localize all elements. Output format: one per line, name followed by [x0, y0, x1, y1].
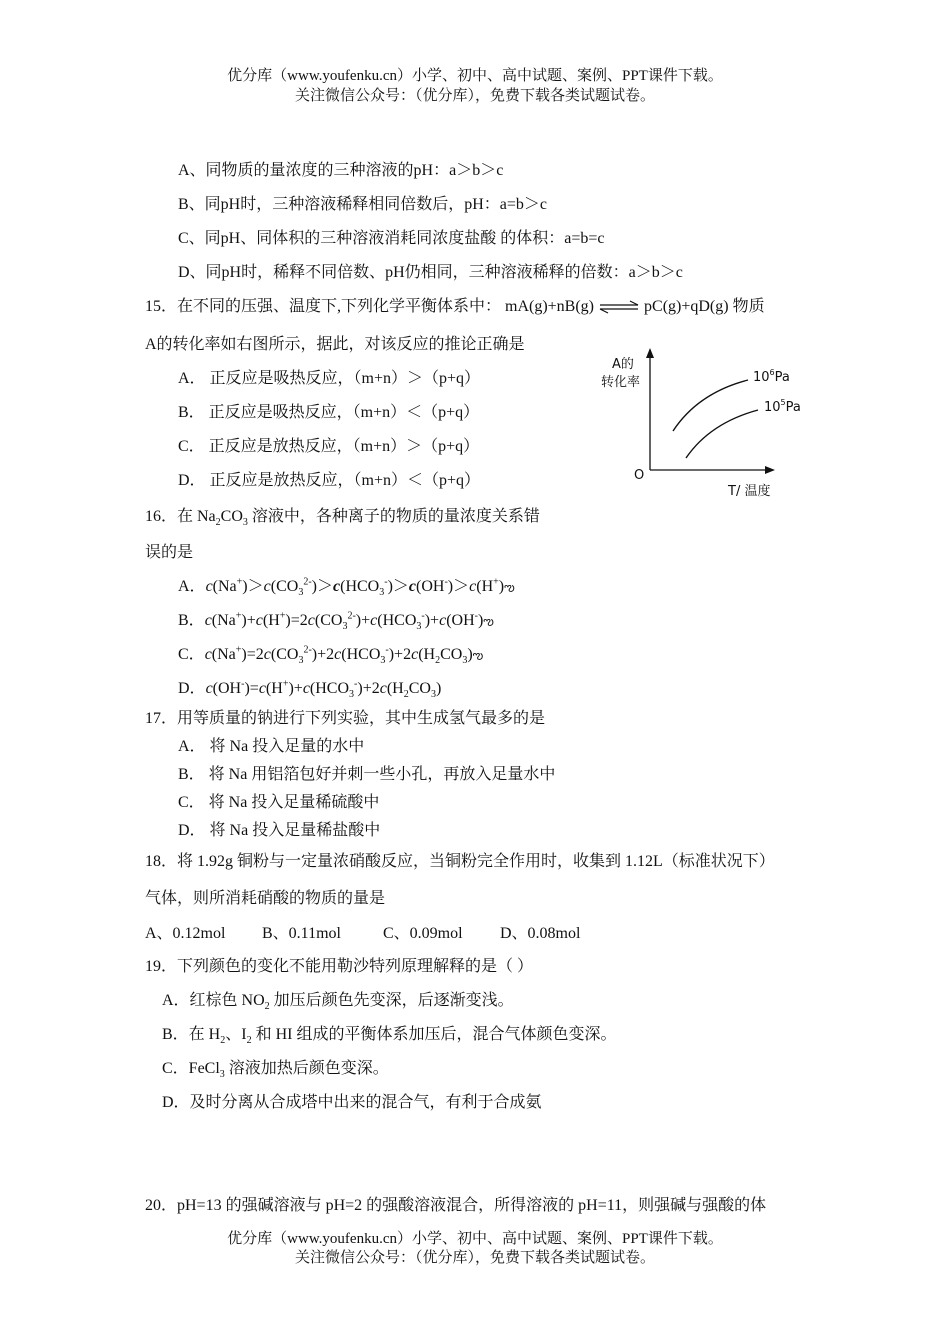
q19-option-d: D．及时分离从合成塔中出来的混合气，有利于合成氨 [162, 1094, 542, 1111]
q17-option-a: A． 将 Na 投入足量的水中 [178, 738, 365, 755]
equilibrium-arrow-icon [598, 300, 640, 314]
q18-option-b: B、0.11mol [262, 925, 341, 942]
q19-option-b: B．在 $H_2$、$I_2$ 和 HI 组成的平衡体系加压后，混合气体颜色变深。 [162, 1026, 617, 1047]
q16-option-b: B．$c(Na^+)+c(H^+)=2c(CO_3^{2-})+c(HCO_3^-)+c(OH^-)ఌ$ [178, 610, 494, 633]
graph-curve-2-label: $10^5Pa$ [764, 398, 801, 415]
graph-y-label-1: A的 [612, 357, 634, 372]
q15-option-a: A． 正反应是吸热反应，（m+n）＞（p+q） [178, 370, 481, 387]
q20-stem-line-1: 20．pH=13 的强碱溶液与 pH=2 的强酸溶液混合，所得溶液的 pH=11，则强碱与强酸的体 [145, 1197, 767, 1214]
q16-option-d: D．$c(OH^-)=c(H^+)+c(HCO_3^-)+2c(H_2CO_3)$ [178, 678, 442, 701]
q14-option-d: D、同pH时，稀释不同倍数、pH仍相同，三种溶液稀释的倍数：a＞b＞c [178, 264, 683, 281]
header-line-2: 关注微信公众号：（优分库），免费下载各类试题试卷。 [294, 88, 655, 104]
header-line-1: 优分库（www.youfenku.cn）小学、初中、高中试题、案例、PPT课件下载。 [227, 68, 723, 84]
conversion-graph [598, 345, 801, 500]
footer-line-1: 优分库（www.youfenku.cn）小学、初中、高中试题、案例、PPT课件下载。 [227, 1231, 723, 1247]
q15-stem-post: pC(g)+qD(g) 物质 [644, 298, 765, 315]
y-axis-arrow-icon [646, 348, 654, 358]
q18-option-c: C、0.09mol [383, 925, 463, 942]
q16-stem-line-2: 误的是 [145, 544, 194, 561]
q16-option-c: C．$c(Na^+)=2c(CO_3^{2-})+2c(HCO_3^-)+2c(H_2CO_3)ఌ$ [178, 644, 484, 667]
curve-1e6-pa [673, 380, 748, 431]
q18-stem-line-2: 气体，则所消耗硝酸的物质的量是 [145, 890, 386, 907]
q14-option-b: B、同pH时，三种溶液稀释相同倍数后，pH：a=b＞c [178, 196, 548, 213]
q16-option-a: A．$c(Na^+)>c(CO_3^{2-})>c(HCO_3^-)>c(OH^-)>c(H^+)ఌ$ [178, 576, 515, 599]
q17-option-c: C． 将 Na 投入足量稀硫酸中 [178, 794, 380, 811]
graph-origin: O [634, 468, 645, 483]
q15-stem-line-2: A的转化率如右图所示，据此，对该反应的推论正确是 [145, 336, 525, 353]
q16-stem-line-1: 16．在 $Na_2CO_3$ 溶液中，各种离子的物质的量浓度关系错 [145, 508, 540, 529]
graph-y-label-2: 转化率 [601, 375, 641, 390]
q17-option-b: B． 将 Na 用铝箔包好并刺一些小孔，再放入足量水中 [178, 766, 556, 783]
q15-option-b: B． 正反应是吸热反应，（m+n）＜（p+q） [178, 404, 480, 421]
q17-stem: 17．用等质量的钠进行下列实验，其中生成氢气最多的是 [145, 710, 546, 727]
q19-option-c: C．FeCl$_3$ 溶液加热后颜色变深。 [162, 1060, 389, 1081]
q14-option-a: A、同物质的量浓度的三种溶液的pH：a＞b＞c [178, 162, 504, 179]
q17-option-d: D． 将 Na 投入足量稀盐酸中 [178, 822, 381, 839]
q19-option-a: A．红棕色 $NO_2$ 加压后颜色先变深，后逐渐变浅。 [162, 992, 514, 1013]
q14-option-c: C、同pH、同体积的三种溶液消耗同浓度盐酸 的体积：a=b=c [178, 230, 605, 247]
q18-option-a: A、0.12mol [145, 925, 226, 942]
q19-stem: 19．下列颜色的变化不能用勒沙特列原理解释的是（ ） [145, 958, 534, 975]
q15-stem-line-1 [145, 297, 765, 317]
q18-option-d: D、0.08mol [500, 925, 581, 942]
q15-option-c: C． 正反应是放热反应，（m+n）＞（p+q） [178, 438, 480, 455]
footer-line-2: 关注微信公众号：（优分库），免费下载各类试题试卷。 [294, 1250, 655, 1266]
q15-stem-pre: 15．在不同的压强、温度下,下列化学平衡体系中： mA(g)+nB(g) [145, 298, 595, 315]
x-axis-arrow-icon [765, 466, 775, 474]
q15-option-d: D． 正反应是放热反应，（m+n）＜（p+q） [178, 472, 481, 489]
graph-curve-1-label: $10^6Pa$ [753, 368, 790, 385]
q18-stem-line-1: 18．将 1.92g 铜粉与一定量浓硝酸反应，当铜粉完全作用时，收集到 1.12L（标准状况下） [145, 853, 775, 870]
q18-options [145, 924, 580, 944]
graph-x-label: T/ 温度 [728, 484, 771, 499]
curve-1e5-pa [686, 410, 758, 458]
